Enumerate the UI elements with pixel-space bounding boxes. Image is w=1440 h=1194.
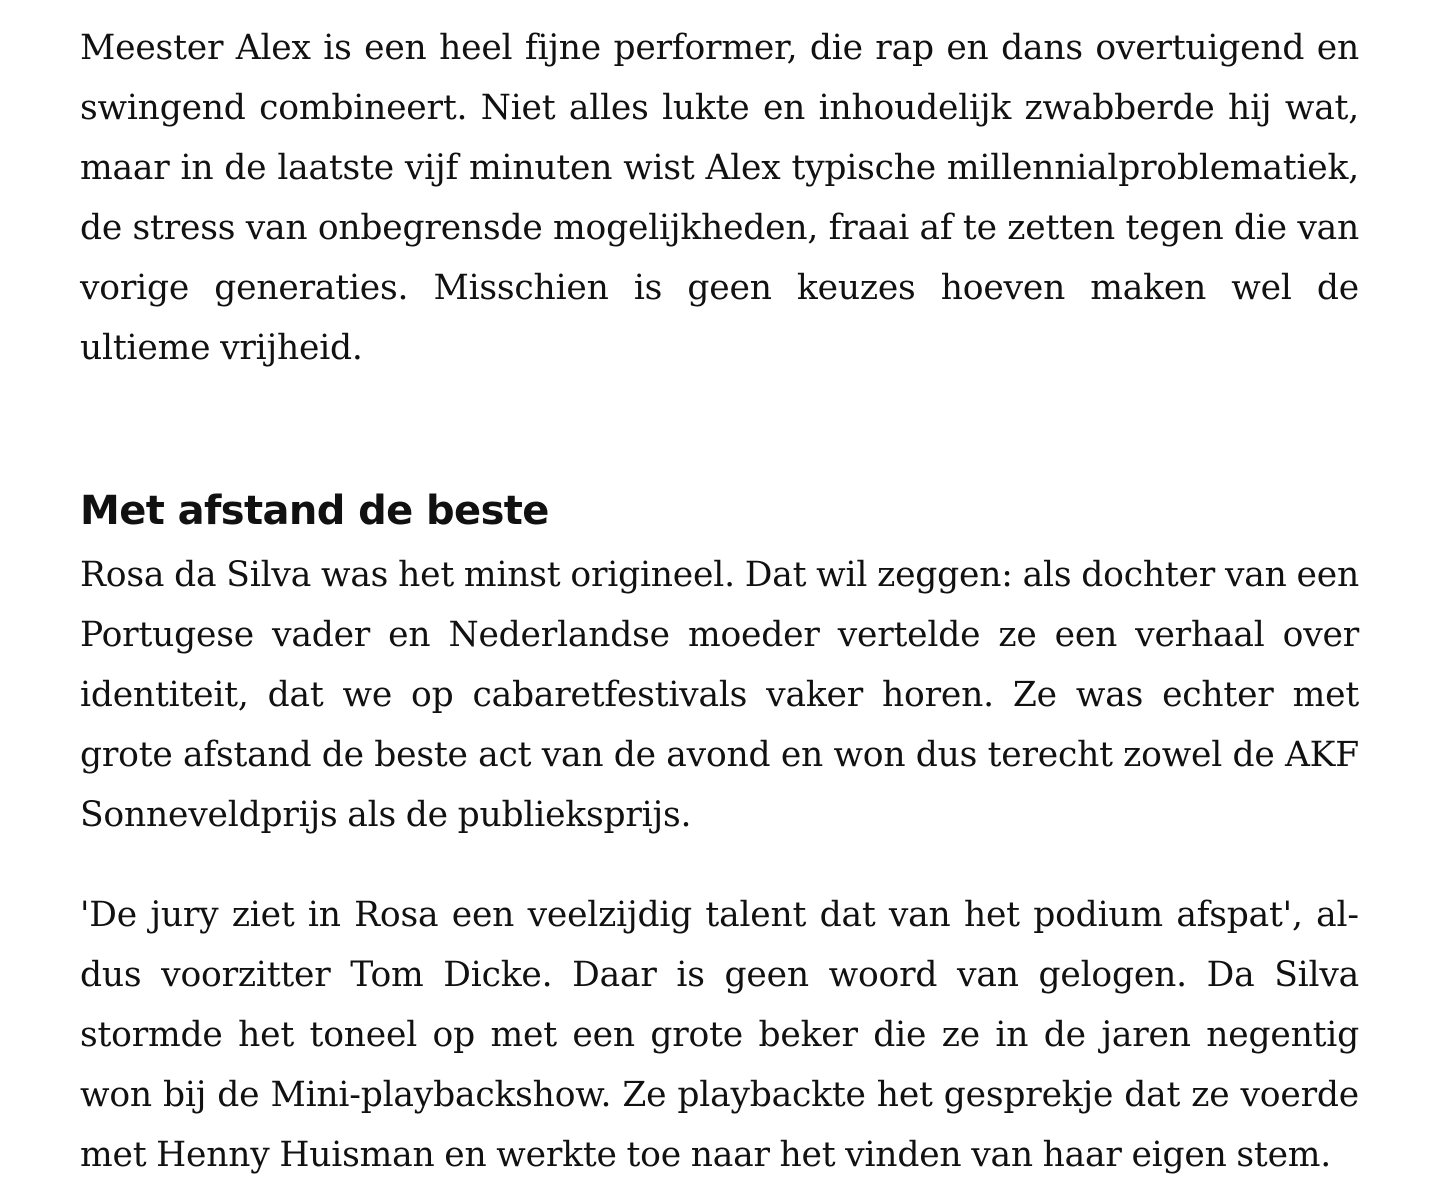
paragraph-meester-alex: Meester Alex is een heel fijne performer, die rap en dans overtuigend en swingend combineert. Niet alles lukte en inhoudelijk zwabberde hij wat, maar in de laatste vijf minuten wist Alex typische millennialproblematiek, de stress van onbegrensde mogelijkheden, fraai af te zetten tegen die van vorige generaties. Misschien is geen keuzes hoeven maken wel de ultieme vrijheid. [80,28,1359,368]
paragraph-jury-quote: 'De jury ziet in Rosa een veelzijdig talent dat van het podium afspat', aldus voorzitter Tom Dicke. Daar is geen woord van gelogen. Da Silva stormde het toneel op met een grote beker die ze in de jaren negentig won bij de Mini-playbackshow. Ze playbackte het gesprekje dat ze voerde met Henny Huisman en werkte toe naar het vinden van haar eigen stem. [80,895,1359,1175]
paragraph-rosa-da-silva: Rosa da Silva was het minst origineel. Dat wil zeggen: als dochter van een Portugese vader en Nederlandse moeder vertelde ze een verhaal over identiteit, dat we op cabaretfestivals vaker horen. Ze was echter met grote afstand de beste act van de avond en won dus terecht zowel de AKF Sonneveldprijs als de publieksprijs. [80,555,1359,835]
section-heading: Met afstand de beste [80,488,549,534]
article-body [80,18,1359,1185]
